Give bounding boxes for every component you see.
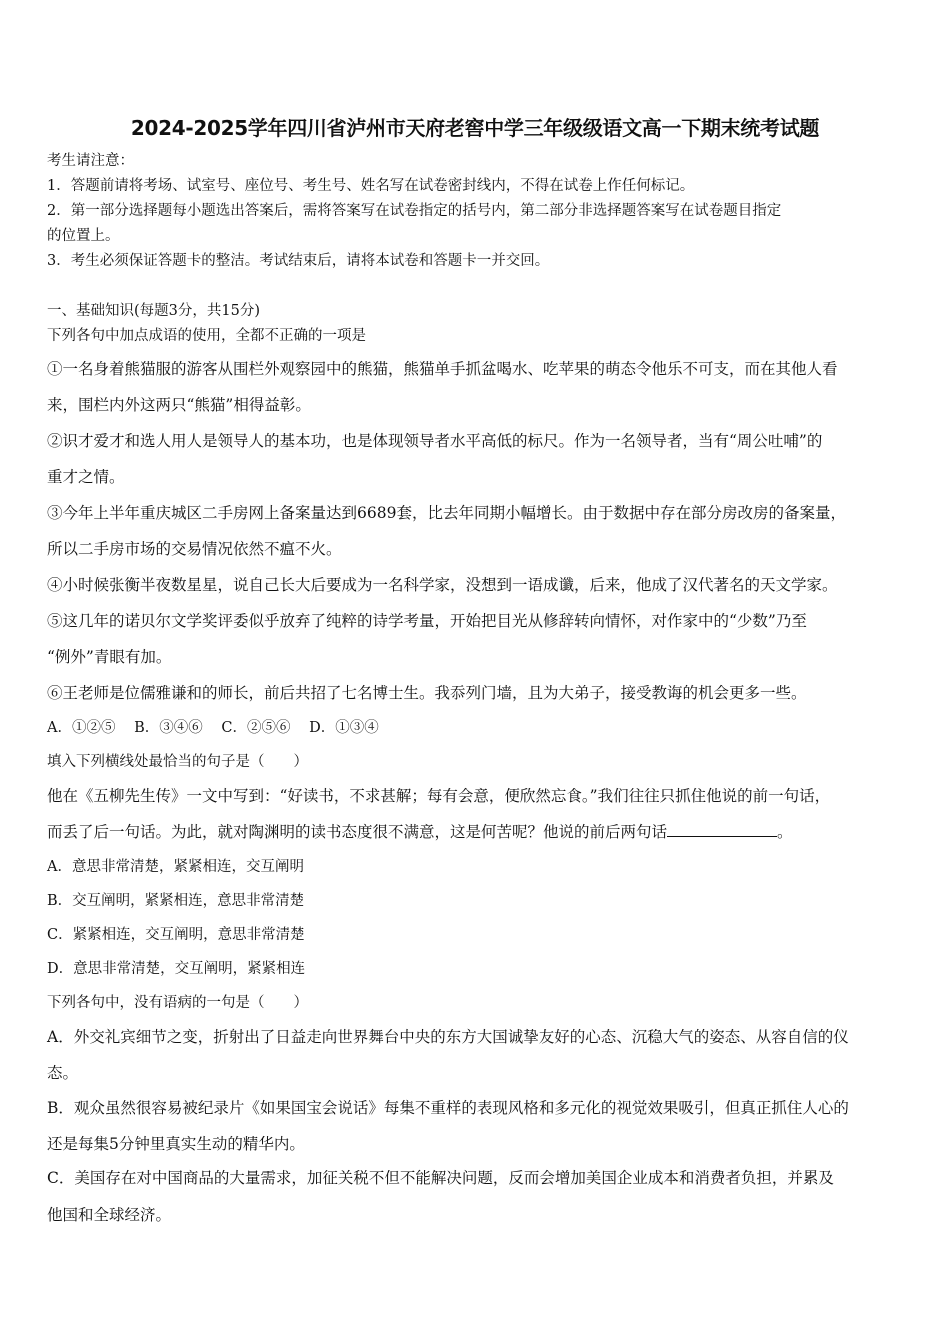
option-a[interactable]: A．意思非常清楚，紧紧相连，交互阐明 [47,859,304,875]
option-b[interactable]: B．③④⑥ [134,720,203,736]
option-a[interactable]: A．外交礼宾细节之变，折射出了日益走向世界舞台中央的东方大国诚挚友好的心态、沉稳大气的姿态、从容自信的仪 [47,1028,849,1046]
page-title: 2024-2025学年四川省泸州市天府老窖中学三年级级语文高一下期末统考试题 [130,116,820,140]
question-text-line: ⑤这几年的诺贝尔文学奖评委似乎放弃了纯粹的诗学考量，开始把目光从修辞转向情怀，对作家中的“少数”乃至 [47,612,807,630]
notice-item: 2．第一部分选择题每小题选出答案后，需将答案写在试卷指定的括号内，第二部分非选择题答案写在试卷题目指定 [47,203,782,219]
answer-options [47,718,393,738]
question-text-line: 重才之情。 [47,468,125,486]
option-c[interactable]: C．紧紧相连，交互阐明，意思非常清楚 [47,927,305,943]
option-c-cont[interactable]: 他国和全球经济。 [47,1206,172,1224]
section-heading: 一、基础知识(每题3分，共15分) [47,303,260,319]
question-text-line: 他在《五柳先生传》一文中写到：“好读书，不求甚解；每有会意，便欣然忘食。”我们往往只抓住他说的前一句话， [47,787,831,805]
question-text-line [47,822,793,842]
option-b[interactable]: B．观众虽然很容易被纪录片《如果国宝会说话》每集不重样的表现风格和多元化的视觉效果吸引，但真正抓住人心的 [47,1099,849,1117]
notice-item: 的位置上。 [47,228,120,244]
question-text-line: “例外”青眼有加。 [47,648,172,666]
question-text-line: ⑥王老师是位儒雅谦和的师长，前后共招了七名博士生。我忝列门墙，且为大弟子，接受教诲的机会更多一些。 [47,684,807,702]
notice-heading: 考生请注意： [47,153,134,169]
notice-item: 3．考生必须保证答题卡的整洁。考试结束后，请将本试卷和答题卡一并交回。 [47,253,550,269]
question-text: 而丢了后一句话。为此，就对陶渊明的读书态度很不满意，这是何苦呢？他说的前后两句话 [47,823,668,841]
question-stem: 填入下列横线处最恰当的句子是（ ） [47,754,308,770]
option-d[interactable]: D．①③④ [309,720,379,736]
option-c[interactable]: C．美国存在对中国商品的大量需求，加征关税不但不能解决问题，反而会增加美国企业成本和消费者负担，并累及 [47,1169,834,1187]
question-text-line: ③今年上半年重庆城区二手房网上备案量达到6689套，比去年同期小幅增长。由于数据中存在部分房改房的备案量， [47,504,846,522]
question-text-line: ②识才爱才和选人用人是领导人的基本功，也是体现领导者水平高低的标尺。作为一名领导者，当有“周公吐哺”的 [47,432,823,450]
option-a[interactable]: A．①②⑤ [47,720,116,736]
fill-blank[interactable] [667,822,777,837]
option-c[interactable]: C．②⑤⑥ [221,720,291,736]
notice-item: 1．答题前请将考场、试室号、座位号、考生号、姓名写在试卷密封线内，不得在试卷上作任何标记。 [47,178,695,194]
question-stem: 下列各句中，没有语病的一句是（ ） [47,995,308,1011]
question-text-line: ④小时候张衡半夜数星星，说自己长大后要成为一名科学家，没想到一语成谶，后来，他成了汉代著名的天文学家。 [47,576,838,594]
option-d[interactable]: D．意思非常清楚，交互阐明，紧紧相连 [47,961,306,977]
question-text-line: ①一名身着熊猫服的游客从围栏外观察园中的熊猫，熊猫单手抓盆喝水、吃苹果的萌态令他乐不可支，而在其他人看 [47,360,838,378]
option-b-cont[interactable]: 还是每集5分钟里真实生动的精华内。 [47,1135,305,1153]
question-text-end: 。 [777,823,793,841]
question-stem: 下列各句中加点成语的使用，全都不正确的一项是 [47,328,366,344]
question-text-line: 来，围栏内外这两只“熊猫”相得益彰。 [47,396,311,414]
option-b[interactable]: B．交互阐明，紧紧相连，意思非常清楚 [47,893,305,909]
option-a-cont[interactable]: 态。 [47,1064,79,1082]
question-text-line: 所以二手房市场的交易情况依然不瘟不火。 [47,540,342,558]
